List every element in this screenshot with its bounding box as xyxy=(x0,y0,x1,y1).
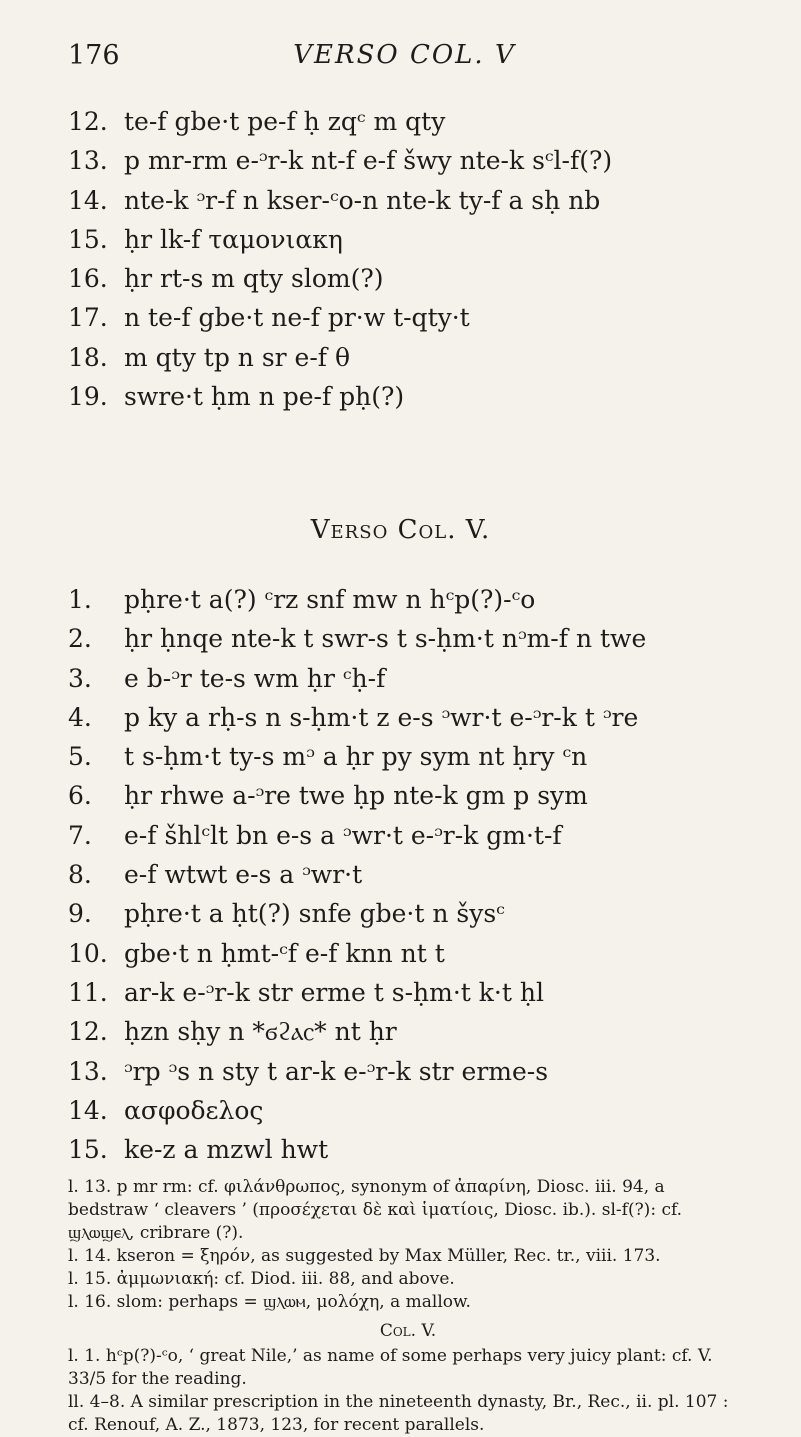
footnote: l. 14. kseron = ξηρόν, as suggested by Max Müller, Rec. tr., viii. 173. xyxy=(68,1246,661,1266)
line-text: e-f wtwt e-s a ᵓwr·t xyxy=(124,860,363,890)
text-line xyxy=(68,1091,748,1130)
line-number: 3. xyxy=(68,663,92,693)
text-line xyxy=(68,776,748,815)
line-number: 6. xyxy=(68,781,92,811)
line-text: ke-z a mzwl hwt xyxy=(124,1135,329,1165)
text-line xyxy=(68,659,748,698)
text-line xyxy=(68,973,748,1012)
line-text: ασφοδελος xyxy=(124,1095,264,1125)
text-line xyxy=(68,619,748,658)
text-line xyxy=(68,1052,748,1091)
text-line xyxy=(68,580,748,619)
footnote: l. 13. p mr rm: cf. φιλάνθρωπος, synonym of ἀπαρίνη, Diosc. iii. 94, a bedstraw ‘ cleavers ’ (προσέχεται δὲ καὶ ἱματίοις, Diosc. ib.). sl-f(?): cf. ϣⲗⲱϣⲉⲗ, cribrare (?). xyxy=(68,1177,683,1243)
line-text: e b-ᵓr te-s wm ḥr ᶜḥ-f xyxy=(124,663,386,693)
line-number: 11. xyxy=(68,977,108,1007)
text-line xyxy=(68,1012,748,1051)
line-text: p ky a rḥ-s n s-ḥm·t z e-s ᵓwr·t e-ᵓr-k t ᵓre xyxy=(124,702,639,732)
line-number: 13. xyxy=(68,146,108,176)
footnotes-area xyxy=(68,1176,748,1437)
text-line xyxy=(68,1130,748,1169)
text-line xyxy=(68,259,748,298)
transliteration-block-a xyxy=(68,102,748,416)
line-number: 9. xyxy=(68,899,92,929)
line-number: 10. xyxy=(68,938,108,968)
page-number: 176 xyxy=(68,40,120,71)
line-text: ḥr lk-f ταμονιακη xyxy=(124,224,343,254)
text-line xyxy=(68,181,748,220)
line-text: swre·t ḥm n pe-f pḥ(?) xyxy=(124,382,405,412)
text-line xyxy=(68,816,748,855)
line-text: m qty tp n sr e-f θ xyxy=(124,342,351,372)
running-title: VERSO COL. V xyxy=(293,40,516,70)
line-number: 5. xyxy=(68,742,92,772)
line-number: 12. xyxy=(68,1017,108,1047)
line-text: gbe·t n ḥmt-ᶜf e-f knn nt t xyxy=(124,938,445,968)
line-text: pḥre·t a(?) ᶜrz snf mw n hᶜp(?)-ᶜo xyxy=(124,585,536,614)
line-number: 4. xyxy=(68,702,92,732)
line-number: 15. xyxy=(68,224,108,254)
footnote: l. 15. ἀμμωνιακή: cf. Diod. iii. 88, and above. xyxy=(68,1269,455,1289)
footnote: ll. 4–8. A similar prescription in the nineteenth dynasty, Br., Rec., ii. pl. 107 : cf. Renouf, A. Z., 1873, 123, for recent parallels. xyxy=(68,1392,729,1435)
text-line xyxy=(68,737,748,776)
line-number: 13. xyxy=(68,1056,108,1086)
line-number: 16. xyxy=(68,264,108,294)
text-line xyxy=(68,220,748,259)
text-line xyxy=(68,102,748,141)
text-line xyxy=(68,298,748,337)
line-text: ḥr ḥnqe nte-k t swr-s t s-ḥm·t nᵓm-f n twe xyxy=(124,624,647,654)
line-text: ḥr rhwe a-ᵓre twe ḥp nte-k gm p sym xyxy=(124,781,588,811)
line-number: 1. xyxy=(68,585,92,614)
line-number: 14. xyxy=(68,185,108,215)
text-line xyxy=(68,855,748,894)
footnote: l. 16. slom: perhaps = ϣⲗⲱⲙ, μολόχη, a mallow. xyxy=(68,1292,471,1312)
line-number: 8. xyxy=(68,860,92,890)
line-text: t s-ḥm·t ty-s mᵓ a ḥr py sym nt ḥry ᶜn xyxy=(124,742,588,772)
line-number: 2. xyxy=(68,624,92,654)
line-number: 14. xyxy=(68,1095,108,1125)
transliteration-block-b xyxy=(68,580,748,1169)
line-number: 18. xyxy=(68,342,108,372)
text-line xyxy=(68,698,748,737)
page-header xyxy=(68,40,741,80)
line-number: 15. xyxy=(68,1135,108,1165)
text-line xyxy=(68,934,748,973)
line-number: 7. xyxy=(68,820,92,850)
line-text: n te-f gbe·t ne-f pr·w t-qty·t xyxy=(124,303,470,333)
line-text: ᵓrp ᵓs n sty t ar-k e-ᵓr-k str erme-s xyxy=(124,1056,549,1086)
text-line xyxy=(68,377,748,416)
line-number: 17. xyxy=(68,303,108,333)
line-number: 12. xyxy=(68,107,108,136)
line-text: pḥre·t a ḥt(?) snfe gbe·t n šysᶜ xyxy=(124,899,505,929)
text-line xyxy=(68,141,748,180)
line-text: ḥr rt-s m qty slom(?) xyxy=(124,264,384,294)
line-text: te-f gbe·t pe-f ḥ zqᶜ m qty xyxy=(124,107,446,136)
section-title: Verso Col. V. xyxy=(310,515,491,545)
footnote: l. 1. hᶜp(?)-ᶜo, ‘ great Nile,’ as name of some perhaps very juicy plant: cf. V. 33/5 for the reading. xyxy=(68,1346,713,1389)
line-text: p mr-rm e-ᵓr-k nt-f e-f šwy nte-k sᶜl-f(?) xyxy=(124,146,613,176)
line-number: 19. xyxy=(68,382,108,412)
text-line xyxy=(68,338,748,377)
line-text: e-f šhlᶜlt bn e-s a ᵓwr·t e-ᵓr-k gm·t-f xyxy=(124,820,562,850)
line-text: ar-k e-ᵓr-k str erme t s-ḥm·t k·t ḥl xyxy=(124,977,544,1007)
text-line xyxy=(68,894,748,933)
line-text: nte-k ᵓr-f n kser-ᶜo-n nte-k ty-f a sḥ nb xyxy=(124,185,601,215)
notes-section-title: Col. V. xyxy=(379,1321,437,1341)
line-text: ḥzn sḥy n *ϭϩⲁⲥ* nt ḥr xyxy=(124,1017,397,1047)
